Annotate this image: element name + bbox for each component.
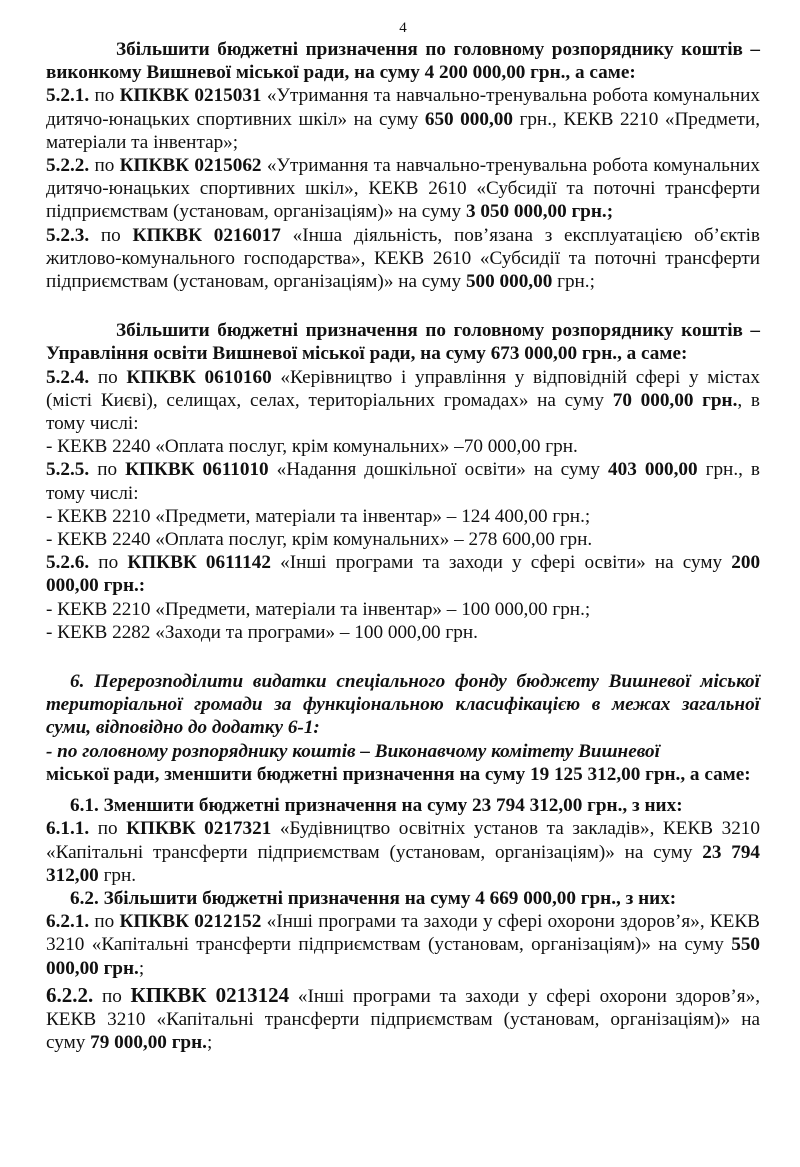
item-6-1-1: 6.1.1. по КПКВК 0217321 «Будівництво освітніх установ та закладів», КЕКВ 3210 «Капітальні трансферти підприємствам (установам, організаціям)» на суму 23 794 312,00 грн.	[46, 818, 761, 886]
item-number: 5.2.1.	[46, 85, 90, 107]
item-amount: 200 000,00 грн.:	[46, 552, 761, 597]
section-6-subheading: міської ради, зменшити бюджетні призначення на суму 19 125 312,00 грн., а саме:	[46, 763, 751, 785]
item-tail: ;	[206, 1032, 213, 1054]
item-tail: , в тому числі:	[46, 389, 760, 435]
item-number: 5.2.3.	[46, 224, 90, 246]
kpkvk-code: КПКВК 0611010	[125, 459, 269, 481]
item-5-2-2: 5.2.2. по КПКВК 0215062 «Утримання та навчально-тренувальна робота комунальних дитячо-юнацьких спортивних шкіл», КЕКВ 2610 «Субсидії та поточні трансферти підприємствам (установам, організаціям)» на суму 3 050 000,00 грн.;	[46, 155, 760, 223]
section-5b-heading: Збільшити бюджетні призначення по головному розпоряднику коштів – Управління освіти Вишневої міської ради, на суму 673 000,00 грн., а саме:	[46, 320, 760, 365]
kpkvk-code: КПКВК 0212152	[119, 911, 262, 933]
item-amount: 500 000,00	[465, 271, 553, 293]
section-6-heading: 6. Перерозподілити видатки спеціального фонду бюджету Вишневої міської територіальної громади за функціональною класифікацією в межах загальної суми, відповідно до додатку 6-1:	[46, 671, 760, 739]
spacer	[46, 644, 760, 670]
section-5a-heading: Збільшити бюджетні призначення по головному розпоряднику коштів – виконкому Вишневої міської ради, на суму 4 200 000,00 грн., а саме:	[46, 39, 760, 84]
item-6-2-1: 6.2.1. по КПКВК 0212152 «Інші програми та заходи у сфері охорони здоров’я», КЕКВ 3210 «Капітальні трансферти підприємствам (установам, організаціям)» на суму 550 000,00 грн.;	[46, 911, 760, 979]
item-number: 5.2.4.	[46, 366, 90, 388]
decrease-heading: 6.1. Зменшити бюджетні призначення на суму 23 794 312,00 грн., з них:	[70, 795, 683, 817]
kpkvk-code: КПКВК 0610160	[126, 366, 272, 388]
kekv-line: - КЕКВ 2240 «Оплата послуг, крім комунальних» –70 000,00 грн.	[46, 436, 578, 458]
item-tail: грн.	[103, 864, 137, 886]
kekv-line: - КЕКВ 2210 «Предмети, матеріали та інвентар» – 100 000,00 грн.;	[46, 598, 591, 620]
increase-heading: 6.2. Збільшити бюджетні призначення на суму 4 669 000,00 грн., з них:	[70, 887, 677, 909]
item-tail: грн., КЕКВ 2210 «Предмети, матеріали та інвентар»;	[46, 108, 761, 153]
kpkvk-code: КПКВК 0213124	[130, 982, 290, 1007]
item-text: «Надання дошкільної освіти» на суму	[276, 459, 600, 481]
item-text: «Інші програми та заходи у сфері охорони здоров’я», КЕКВ 3210 «Капітальні трансферти підприємствам (установам, організаціям)» на суму	[46, 911, 760, 956]
item-amount: 650 000,00	[424, 108, 513, 130]
kekv-line: - КЕКВ 2210 «Предмети, матеріали та інвентар» – 124 400,00 грн.;	[46, 505, 591, 527]
item-amount: 3 050 000,00 грн.;	[465, 201, 614, 223]
item-text: «Керівництво і управління у відповідній сфері у містах (місті Києві), селищах, селах, територіальних громадах» на суму	[46, 366, 760, 411]
item-amount: 79 000,00 грн.	[90, 1032, 207, 1054]
item-5-2-6: 5.2.6. по КПКВК 0611142 «Інші програми та заходи у сфері освіти» на суму 200 000,00 грн.:	[46, 552, 761, 597]
item-amount: 550 000,00 грн.	[46, 934, 760, 979]
spacer	[46, 293, 760, 319]
section-6-subheading-italic: - по головному розпоряднику коштів – Виконавчому комітету Вишневої	[46, 740, 660, 762]
kekv-line: - КЕКВ 2240 «Оплата послуг, крім комунальних» – 278 600,00 грн.	[46, 529, 593, 551]
item-text: «Інші програми та заходи у сфері охорони здоров’я», КЕКВ 3210 «Капітальні трансферти підприємствам (установам, організаціям)» на суму	[46, 985, 760, 1054]
item-number: 6.2.1.	[46, 911, 90, 933]
kpkvk-code: КПКВК 0215062	[119, 155, 262, 177]
kekv-line: - КЕКВ 2282 «Заходи та програми» – 100 000,00 грн.	[46, 621, 478, 643]
item-text: «Будівництво освітніх установ та закладів», КЕКВ 3210 «Капітальні трансферти підприємствам (установам, організаціям)» на суму	[46, 818, 760, 863]
spacer	[46, 786, 760, 794]
item-text: «Утримання та навчально-тренувальна робота комунальних дитячо-юнацьких спортивних шкіл», КЕКВ 2610 «Субсидії та поточні трансферти підприємствам (установам, організаціям)» на суму	[46, 155, 760, 223]
item-amount: 70 000,00 грн.	[612, 389, 738, 411]
item-6-2-2: 6.2.2. по КПКВК 0213124 «Інші програми та заходи у сфері охорони здоров’я», КЕКВ 3210 «Капітальні трансферти підприємствам (установам, організаціям)» на суму 79 000,00 грн.;	[46, 982, 760, 1054]
item-number: 6.1.1.	[46, 818, 90, 840]
item-number: 5.2.6.	[46, 552, 90, 574]
item-5-2-3: 5.2.3. по КПКВК 0216017 «Інша діяльність, пов’язана з експлуатацією об’єктів житлово-комунального господарства», КЕКВ 2610 «Субсидії та поточні трансферти підприємствам (установам, організаціям)» на суму 500 000,00 грн.;	[46, 224, 760, 293]
item-tail: грн.;	[557, 271, 595, 293]
item-text: «Інша діяльність, пов’язана з експлуатацією об’єктів житлово-комунального господарства», КЕКВ 2610 «Субсидії та поточні трансферти підприємствам (установам, організаціям)» на суму	[46, 224, 760, 293]
item-number: 5.2.2.	[46, 155, 90, 177]
item-amount: 403 000,00	[608, 459, 698, 481]
item-tail: ;	[138, 957, 145, 979]
kpkvk-code: КПКВК 0217321	[126, 818, 272, 840]
item-5-2-5: 5.2.5. по КПКВК 0611010 «Надання дошкільної освіти» на суму 403 000,00 грн., в тому числі:	[46, 459, 760, 504]
kpkvk-code: КПКВК 0216017	[132, 224, 281, 246]
item-amount: 23 794 312,00	[46, 841, 761, 886]
page-number: 4	[399, 20, 407, 36]
item-number: 5.2.5.	[46, 459, 90, 481]
item-number: 6.2.2.	[46, 982, 94, 1007]
item-5-2-4: 5.2.4. по КПКВК 0610160 «Керівництво і управління у відповідній сфері у містах (місті Києві), селищах, селах, територіальних громадах» на суму 70 000,00 грн., в тому числі:	[46, 366, 760, 435]
document-page	[46, 0, 760, 1054]
item-tail: грн., в тому числі:	[46, 459, 760, 504]
item-5-2-1: 5.2.1. по КПКВК 0215031 «Утримання та навчально-тренувальна робота комунальних дитячо-юнацьких спортивних шкіл» на суму 650 000,00 грн., КЕКВ 2210 «Предмети, матеріали та інвентар»;	[46, 85, 761, 153]
item-text: «Утримання та навчально-тренувальна робота комунальних дитячо-юнацьких спортивних шкіл» на суму	[46, 85, 760, 130]
kpkvk-code: КПКВК 0611142	[127, 552, 271, 574]
kpkvk-code: КПКВК 0215031	[119, 85, 262, 107]
item-text: «Інші програми та заходи у сфері освіти» на суму	[280, 552, 723, 574]
